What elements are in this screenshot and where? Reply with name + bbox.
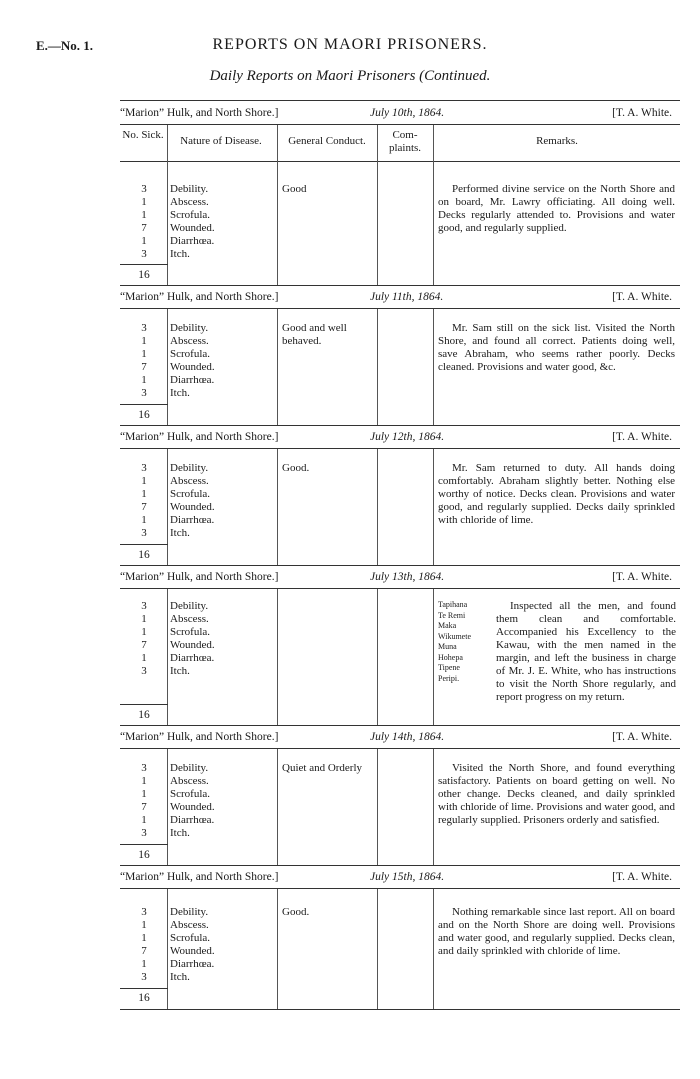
report-header: [120, 728, 680, 749]
disease-item: Wounded.: [170, 361, 215, 373]
sick-count: 7: [141, 639, 147, 651]
column-divider: [277, 309, 278, 426]
column-divider: [277, 449, 278, 566]
sick-count: 3: [141, 527, 147, 539]
margin-name: Wikumete: [438, 631, 471, 641]
total-rule: [120, 704, 168, 705]
col-no-sick: No. Sick.: [122, 129, 164, 141]
sick-total: 16: [138, 709, 150, 721]
disease-list: [170, 322, 215, 400]
sick-count: 7: [141, 222, 147, 234]
report-section: [120, 288, 680, 426]
report-location: “Marion” Hulk, and North Shore.]: [120, 731, 279, 743]
column-divider: [167, 749, 168, 866]
general-conduct: Good: [282, 183, 307, 195]
report-header: [120, 568, 680, 589]
disease-item: Scrofula.: [170, 209, 211, 221]
disease-item: Itch.: [170, 387, 190, 399]
report-location: “Marion” Hulk, and North Shore.]: [120, 571, 279, 583]
sick-total: 16: [138, 549, 150, 561]
report-section: [120, 868, 680, 1010]
report-author: [T. A. White.: [612, 731, 672, 743]
sick-count: 7: [141, 361, 147, 373]
remarks-text: Inspected all the men, and found them clean and comfortable. Accompanied his Excellency to the Kawau, with the men named in the margin, and left the business in charge of Mr. J. E. White, who has instructions to visit the North Shore regularly, and report progress on my return.: [496, 600, 676, 703]
disease-item: Diarrhœa.: [170, 652, 215, 664]
section-rule: [120, 1009, 680, 1010]
remarks-text: Mr. Sam returned to duty. All hands doing comfortably. Abraham slightly better. Nothing else worthy of notice. Decks clean. Provisions and water good, and regularly supplied. Decks daily sprinkled with chloride of lime.: [438, 462, 675, 526]
sick-count: 3: [141, 600, 147, 612]
column-divider: [433, 125, 434, 286]
column-divider: [433, 309, 434, 426]
report-date: July 15th, 1864.: [370, 871, 445, 883]
disease-item: Scrofula.: [170, 488, 211, 500]
sick-total: 16: [138, 269, 150, 281]
report-section: [120, 568, 680, 726]
report-author: [T. A. White.: [612, 431, 672, 443]
disease-item: Diarrhœa.: [170, 958, 215, 970]
sick-count: 1: [141, 919, 147, 931]
column-divider: [377, 589, 378, 726]
sick-count: 1: [141, 209, 147, 221]
report-location: “Marion” Hulk, and North Shore.]: [120, 431, 279, 443]
col-complaints: Com- plaints.: [388, 129, 422, 154]
column-divider: [433, 449, 434, 566]
disease-item: Debility.: [170, 183, 209, 195]
sick-total: 16: [138, 992, 150, 1004]
sick-count: 3: [141, 462, 147, 474]
margin-name: Peripi.: [438, 673, 460, 683]
sick-total: 16: [138, 409, 150, 421]
report-location: “Marion” Hulk, and North Shore.]: [120, 871, 279, 883]
page-reference: E.—No. 1.: [36, 38, 94, 53]
report-date: July 13th, 1864.: [370, 571, 445, 583]
sick-count: 1: [141, 374, 147, 386]
sick-count: 1: [141, 335, 147, 347]
disease-item: Wounded.: [170, 501, 215, 513]
disease-item: Scrofula.: [170, 348, 211, 360]
sick-count: 1: [141, 775, 147, 787]
sick-count: 7: [141, 501, 147, 513]
column-divider: [167, 309, 168, 426]
general-conduct: Good.: [282, 906, 310, 918]
disease-list: [170, 762, 215, 840]
report-author: [T. A. White.: [612, 871, 672, 883]
report-section: [120, 728, 680, 866]
report-header: [120, 288, 680, 309]
general-conduct: Good.: [282, 462, 310, 474]
sick-counts: [134, 600, 154, 678]
column-divider: [433, 749, 434, 866]
section-rule: [120, 425, 680, 426]
disease-item: Diarrhœa.: [170, 814, 215, 826]
margin-name: Tipene: [438, 663, 460, 672]
remarks-text: Mr. Sam still on the sick list. Visited the North Shore, and found all correct. Patients doing well, save Abraham, who seems rather poorly. Decks cleaned. Provisions and water good, &c.: [438, 322, 675, 373]
section-rule: [120, 725, 680, 726]
disease-item: Abscess.: [170, 475, 209, 487]
margin-name: Tapihana: [438, 600, 468, 609]
sick-count: 3: [141, 387, 147, 399]
page-title: REPORTS ON MAORI PRISONERS.: [212, 36, 488, 53]
sick-count: 1: [141, 348, 147, 360]
sick-counts: [134, 322, 154, 400]
column-divider: [167, 589, 168, 726]
column-divider: [277, 889, 278, 1010]
report-date: July 12th, 1864.: [370, 431, 445, 443]
column-divider: [277, 749, 278, 866]
col-nature-of-disease: Nature of Disease.: [180, 135, 262, 147]
disease-item: Diarrhœa.: [170, 374, 215, 386]
col-general-conduct: General Conduct.: [288, 135, 366, 147]
sick-count: 1: [141, 788, 147, 800]
disease-item: Itch.: [170, 248, 190, 260]
sick-counts: [134, 762, 154, 840]
disease-item: Itch.: [170, 665, 190, 677]
remarks-text: Performed divine service on the North Shore and on board, Mr. Lawry officiating. All doing well. Decks regularly attended to. Provisions and water good, and regularly supplied.: [438, 183, 675, 234]
total-rule: [120, 988, 168, 989]
col-remarks: Remarks.: [536, 135, 578, 147]
sick-count: 3: [141, 248, 147, 260]
column-header-row: [120, 125, 680, 162]
sick-count: 3: [141, 971, 147, 983]
disease-item: Itch.: [170, 527, 190, 539]
report-section: [120, 104, 680, 286]
sick-counts: [134, 906, 154, 984]
column-divider: [433, 589, 434, 726]
column-divider: [277, 125, 278, 286]
disease-list: [170, 906, 215, 984]
report-header: [120, 868, 680, 889]
column-divider: [377, 125, 378, 286]
disease-item: Abscess.: [170, 196, 209, 208]
margin-name: Maka: [438, 621, 457, 630]
disease-item: Diarrhœa.: [170, 514, 215, 526]
column-divider: [433, 889, 434, 1010]
sick-count: 1: [141, 235, 147, 247]
disease-item: Wounded.: [170, 222, 215, 234]
disease-list: [170, 600, 215, 678]
sick-count: 1: [141, 475, 147, 487]
sick-count: 3: [141, 906, 147, 918]
disease-list: [170, 183, 215, 261]
sick-count: 3: [141, 322, 147, 334]
total-rule: [120, 544, 168, 545]
disease-item: Debility.: [170, 762, 209, 774]
disease-item: Debility.: [170, 462, 209, 474]
sick-total: 16: [138, 849, 150, 861]
column-divider: [167, 889, 168, 1010]
column-divider: [167, 125, 168, 286]
report-header: [120, 428, 680, 449]
disease-item: Abscess.: [170, 775, 209, 787]
disease-item: Abscess.: [170, 613, 209, 625]
section-rule: [120, 565, 680, 566]
report-section: [120, 428, 680, 566]
sick-count: 1: [141, 814, 147, 826]
column-divider: [277, 589, 278, 726]
sick-count: 1: [141, 514, 147, 526]
sick-count: 7: [141, 801, 147, 813]
sick-count: 3: [141, 665, 147, 677]
disease-item: Debility.: [170, 322, 209, 334]
sick-count: 1: [141, 196, 147, 208]
sick-count: 1: [141, 958, 147, 970]
disease-item: Itch.: [170, 827, 190, 839]
sick-count: 3: [141, 183, 147, 195]
total-rule: [120, 404, 168, 405]
disease-item: Abscess.: [170, 335, 209, 347]
section-rule: [120, 285, 680, 286]
total-rule: [120, 264, 168, 265]
disease-item: Abscess.: [170, 919, 209, 931]
general-conduct: Good and well behaved.: [282, 322, 347, 347]
report-header: [120, 104, 680, 125]
disease-item: Wounded.: [170, 639, 215, 651]
disease-item: Scrofula.: [170, 932, 211, 944]
report-date: July 10th, 1864.: [370, 107, 445, 119]
report-location: “Marion” Hulk, and North Shore.]: [120, 291, 279, 303]
report-author: [T. A. White.: [612, 291, 672, 303]
disease-item: Debility.: [170, 906, 209, 918]
column-divider: [167, 449, 168, 566]
report-author: [T. A. White.: [612, 571, 672, 583]
sick-counts: [134, 462, 154, 540]
disease-item: Wounded.: [170, 801, 215, 813]
disease-item: Itch.: [170, 971, 190, 983]
page-subtitle: Daily Reports on Maori Prisoners (Continued.: [209, 68, 491, 84]
margin-name: Muna: [438, 642, 457, 651]
report-author: [T. A. White.: [612, 107, 672, 119]
general-conduct: Quiet and Orderly: [282, 762, 363, 774]
sick-count: 1: [141, 613, 147, 625]
sick-count: 1: [141, 932, 147, 944]
sick-count: 1: [141, 652, 147, 664]
sick-counts: [134, 183, 154, 261]
total-rule: [120, 844, 168, 845]
sick-count: 1: [141, 626, 147, 638]
sick-count: 7: [141, 945, 147, 957]
margin-names: [438, 600, 498, 684]
disease-item: Scrofula.: [170, 626, 211, 638]
remarks-text: Nothing remarkable since last report. All on board and on the North Shore are doing well. Provisions and water good, and regularly supplied. Decks clean, and daily sprinkled with chloride of lime.: [438, 906, 675, 957]
report-location: “Marion” Hulk, and North Shore.]: [120, 107, 279, 119]
margin-name: Te Remi: [438, 610, 466, 620]
disease-item: Wounded.: [170, 945, 215, 957]
remarks-text: Visited the North Shore, and found everything satisfactory. Patients on board getting on well. No other change. Decks cleaned, and daily sprinkled with chloride of lime. Provisions and water good, and regularly supplied. Prisoners orderly and satisfied.: [438, 762, 675, 826]
disease-item: Scrofula.: [170, 788, 211, 800]
section-rule: [120, 865, 680, 866]
disease-item: Diarrhœa.: [170, 235, 215, 247]
disease-list: [170, 462, 215, 540]
top-rule: [120, 100, 680, 101]
disease-item: Debility.: [170, 600, 209, 612]
report-date: July 11th, 1864.: [370, 291, 444, 303]
sick-count: 3: [141, 827, 147, 839]
report-date: July 14th, 1864.: [370, 731, 445, 743]
sick-count: 3: [141, 762, 147, 774]
margin-name: Hohepa: [438, 652, 463, 662]
sick-count: 1: [141, 488, 147, 500]
